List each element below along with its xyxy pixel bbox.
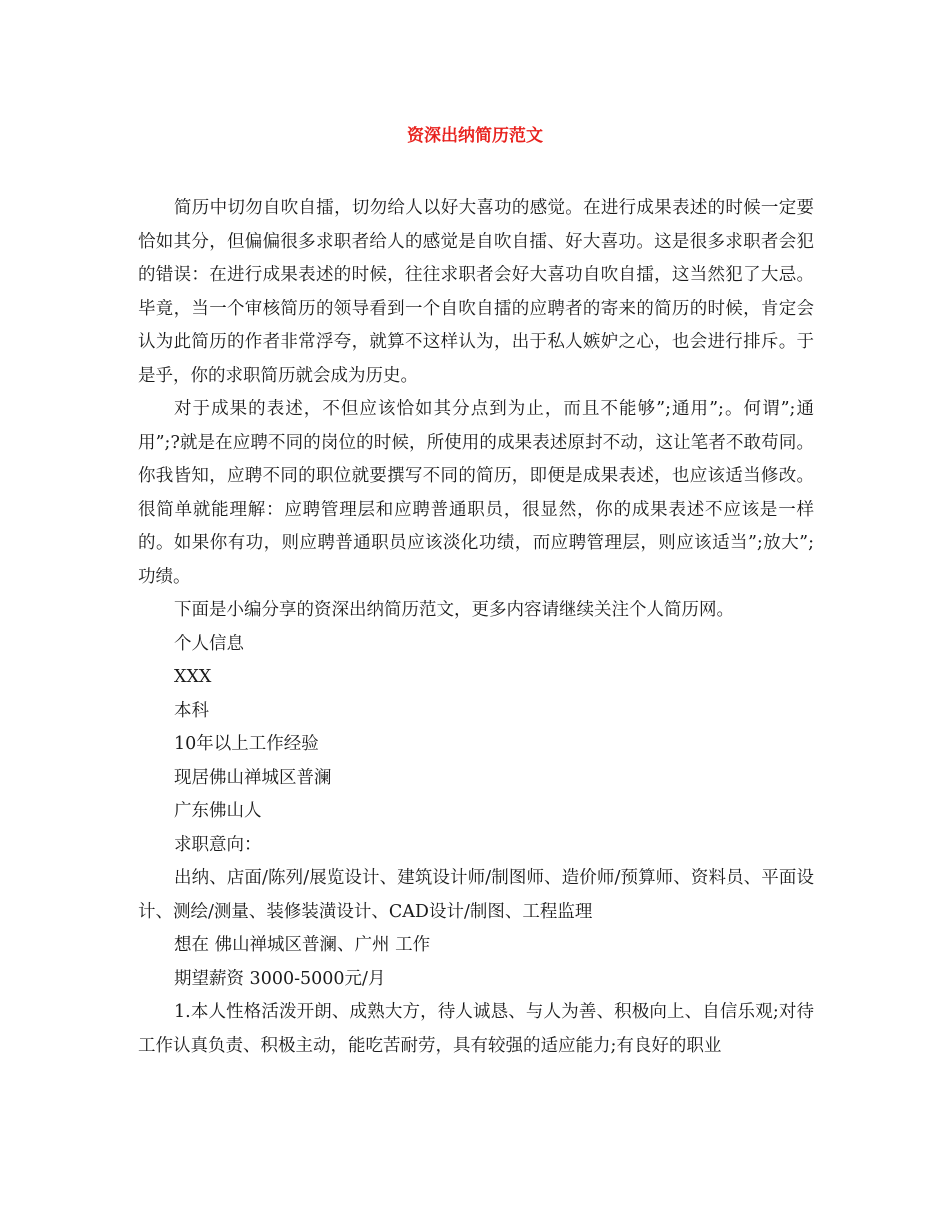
personal-name: XXX (174, 667, 212, 687)
job-intention-salary: 期望薪资 3000-5000元/月 (174, 968, 386, 989)
document-body (138, 192, 814, 1063)
personal-experience: 10年以上工作经验 (174, 734, 319, 754)
section-heading-job-intention: 求职意向： (174, 834, 262, 855)
job-intention-positions: 出纳、店面/陈列/展览设计、建筑设计师/制图师、造价师/预算师、资料员、平面设计、测绘/测量、装修装潢设计、CAD设计/制图、工程监理 (138, 868, 814, 922)
document-title: 资深出纳简历范文 (407, 126, 543, 146)
self-evaluation-item-1: 1.本人性格活泼开朗、成熟大方，待人诚恳、与人为善、积极向上、自信乐观;对待工作认真负责、积极主动，能吃苦耐劳，具有较强的适应能力;有良好的职业 (138, 1002, 814, 1056)
job-intention-location: 想在 佛山禅城区普澜、广州 工作 (174, 935, 431, 955)
personal-residence: 现居佛山禅城区普澜 (174, 767, 332, 788)
paragraph-intro: 简历中切勿自吹自擂，切勿给人以好大喜功的感觉。在进行成果表述的时候一定要恰如其分，但偏偏很多求职者给人的感觉是自吹自擂、好大喜功。这是很多求职者会犯的错误：在进行成果表述的时候，往往求职者会好大喜功自吹自擂，这当然犯了大忌。毕竟，当一个审核简历的领导看到一个自吹自擂的应聘者的寄来的简历的时候，肯定会认为此简历的作者非常浮夸，就算不这样认为，出于私人嫉妒之心，也会进行排斥。于是乎，你的求职简历就会成为历史。 (138, 198, 814, 386)
personal-origin: 广东佛山人 (174, 801, 262, 821)
paragraph-achievement: 对于成果的表述，不但应该恰如其分点到为止，而且不能够”;通用”;。何谓”;通用”;?就是在应聘不同的岗位的时候，所使用的成果表述原封不动，这让笔者不敢苟同。你我皆知，应聘不同的职位就要撰写不同的简历，即便是成果表述，也应该适当修改。很简单就能理解：应聘管理层和应聘普通职员，很显然，你的成果表述不应该是一样的。如果你有功，则应聘普通职员应该淡化功绩，而应聘管理层，则应该适当”;放大”;功绩。 (138, 399, 814, 587)
section-heading-personal-info: 个人信息 (174, 633, 244, 654)
paragraph-share-note: 下面是小编分享的资深出纳简历范文，更多内容请继续关注个人简历网。 (174, 600, 734, 620)
personal-education: 本科 (174, 700, 209, 721)
